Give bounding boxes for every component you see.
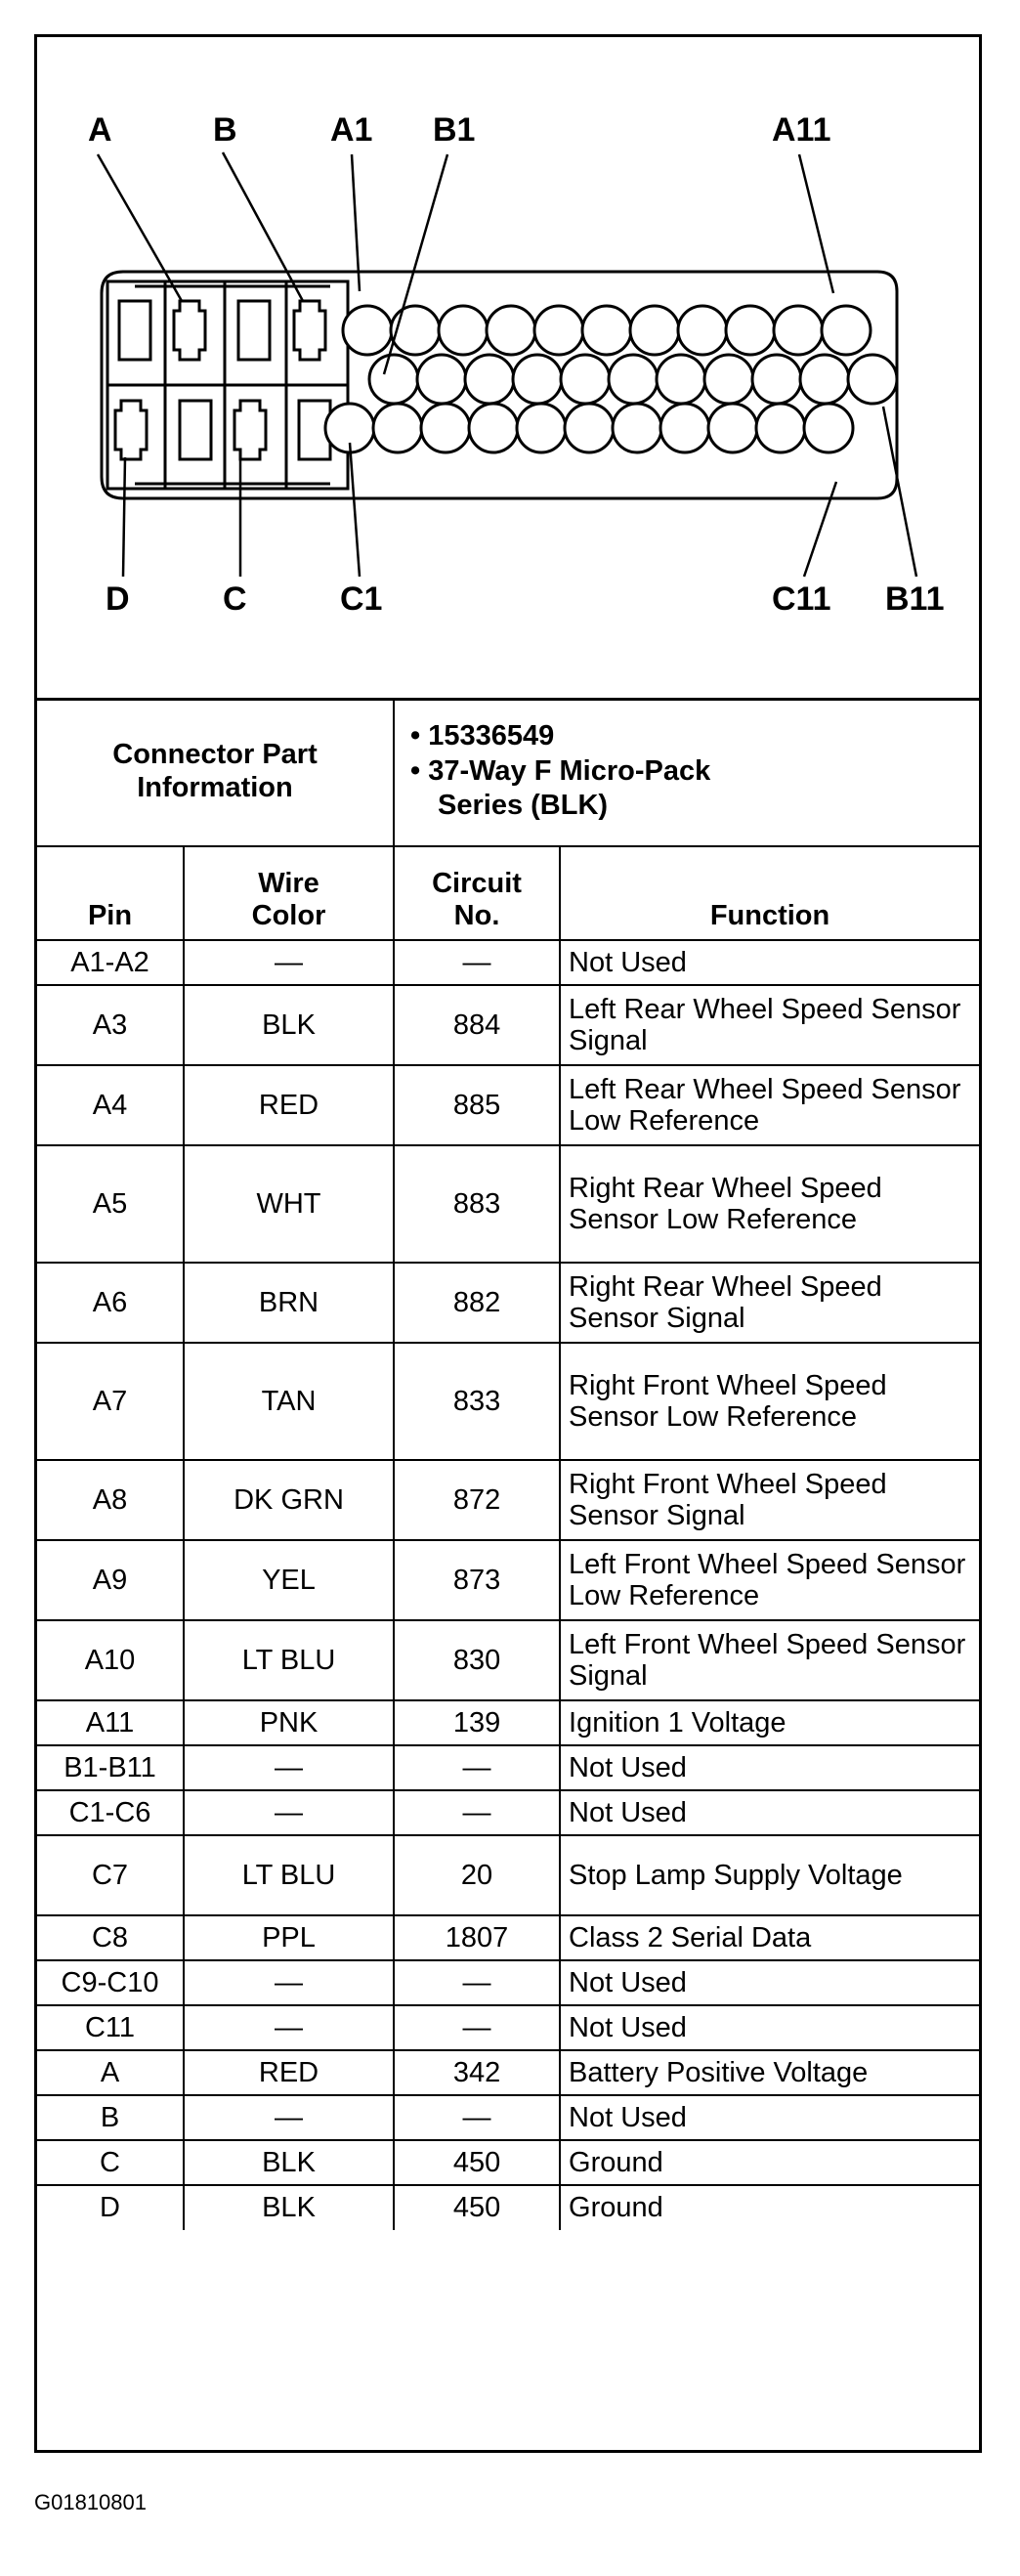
wire-color-cell: BRN: [184, 1263, 394, 1343]
pin-cell: A4: [37, 1065, 184, 1145]
header-circuit-line1: Circuit: [432, 868, 522, 900]
pin-cavity-b4: [513, 355, 562, 404]
connector-description-1: • 37-Way F Micro-Pack: [410, 754, 711, 787]
part-number: • 15336549: [410, 720, 555, 752]
function-cell: Right Front Wheel Speed Sensor Low Reference: [560, 1343, 979, 1460]
header-wire-color: [184, 846, 394, 940]
pin-cavity-a3: [439, 306, 488, 355]
pinout-table: [37, 698, 979, 2230]
pin-cell: C8: [37, 1915, 184, 1960]
wire-color-cell: RED: [184, 1065, 394, 1145]
label-pin-c: C: [223, 580, 247, 618]
function-cell: Left Front Wheel Speed Sensor Low Reference: [560, 1540, 979, 1620]
function-cell: Not Used: [560, 1745, 979, 1790]
pin-cell: B1-B11: [37, 1745, 184, 1790]
wire-color-cell: BLK: [184, 2185, 394, 2230]
pin-cavity-b9: [752, 355, 801, 404]
pin-cavity-c8: [660, 404, 709, 452]
pin-cavity-a8: [678, 306, 727, 355]
pin-cavity-c3: [421, 404, 470, 452]
circuit-cell: —: [394, 1745, 560, 1790]
pin-cell: A7: [37, 1343, 184, 1460]
wire-color-cell: BLK: [184, 2140, 394, 2185]
circuit-cell: —: [394, 940, 560, 985]
table-row: [37, 2005, 979, 2050]
function-cell: Left Front Wheel Speed Sensor Signal: [560, 1620, 979, 1700]
label-pin-b11: B11: [885, 580, 945, 618]
wire-color-cell: LT BLU: [184, 1835, 394, 1915]
pin-cell: A6: [37, 1263, 184, 1343]
pin-cavity-b8: [704, 355, 753, 404]
circuit-cell: 1807: [394, 1915, 560, 1960]
table-row: [37, 985, 979, 1065]
column-header-row: [37, 846, 979, 940]
pin-cell: C9-C10: [37, 1960, 184, 2005]
pin-cavity-c6: [565, 404, 614, 452]
circuit-cell: 830: [394, 1620, 560, 1700]
pin-cell: A11: [37, 1700, 184, 1745]
pin-cavity-b6: [609, 355, 658, 404]
circuit-cell: —: [394, 2095, 560, 2140]
table-row: [37, 2185, 979, 2230]
label-pin-d: D: [106, 580, 130, 618]
table-row: [37, 1065, 979, 1145]
label-pin-b: B: [213, 111, 237, 149]
pin-cavities: [325, 306, 897, 452]
function-cell: Class 2 Serial Data: [560, 1915, 979, 1960]
circuit-cell: —: [394, 1960, 560, 2005]
function-cell: Right Rear Wheel Speed Sensor Low Reference: [560, 1145, 979, 1263]
pin-cavity-a10: [774, 306, 823, 355]
connector-sheet: [34, 34, 982, 2453]
header-wire-line2: Color: [251, 899, 326, 931]
wire-color-cell: RED: [184, 2050, 394, 2095]
wire-color-cell: —: [184, 1790, 394, 1835]
table-row: [37, 1540, 979, 1620]
table-row: [37, 2140, 979, 2185]
label-pin-c11: C11: [772, 580, 831, 618]
function-cell: Battery Positive Voltage: [560, 2050, 979, 2095]
pin-cell: D: [37, 2185, 184, 2230]
pin-cavity-b3: [465, 355, 514, 404]
info-label-line1: Connector Part: [112, 739, 318, 771]
pin-cell: C1-C6: [37, 1790, 184, 1835]
header-circuit-line2: No.: [453, 899, 500, 931]
table-row: [37, 1460, 979, 1540]
wire-color-cell: TAN: [184, 1343, 394, 1460]
pin-cavity-b7: [657, 355, 705, 404]
circuit-cell: 450: [394, 2185, 560, 2230]
pin-cavity-c5: [517, 404, 566, 452]
table-row: [37, 1700, 979, 1745]
circuit-cell: 884: [394, 985, 560, 1065]
pin-cavity-a5: [534, 306, 583, 355]
header-wire-line1: Wire: [258, 868, 319, 900]
wire-color-cell: YEL: [184, 1540, 394, 1620]
pin-cell: A: [37, 2050, 184, 2095]
pin-cavity-a1: [343, 306, 392, 355]
table-row: [37, 2050, 979, 2095]
pin-cell: A3: [37, 985, 184, 1065]
pin-cavity-c2: [373, 404, 422, 452]
connector-info-label: [37, 698, 394, 846]
pin-cell: C7: [37, 1835, 184, 1915]
circuit-cell: 873: [394, 1540, 560, 1620]
function-cell: Left Rear Wheel Speed Sensor Signal: [560, 985, 979, 1065]
wire-color-cell: —: [184, 1745, 394, 1790]
circuit-cell: 342: [394, 2050, 560, 2095]
wire-color-cell: —: [184, 940, 394, 985]
function-cell: Ground: [560, 2185, 979, 2230]
pin-cavity-b10: [800, 355, 849, 404]
function-cell: Not Used: [560, 940, 979, 985]
connector-description-2: Series (BLK): [438, 790, 609, 822]
circuit-cell: 139: [394, 1700, 560, 1745]
table-row: [37, 1790, 979, 1835]
wire-color-cell: PPL: [184, 1915, 394, 1960]
wire-color-cell: PNK: [184, 1700, 394, 1745]
pin-cavity-c11: [804, 404, 853, 452]
pin-cavity-c7: [613, 404, 661, 452]
function-cell: Not Used: [560, 1790, 979, 1835]
function-cell: Right Front Wheel Speed Sensor Signal: [560, 1460, 979, 1540]
circuit-cell: —: [394, 1790, 560, 1835]
wire-color-cell: DK GRN: [184, 1460, 394, 1540]
info-label-line2: Information: [137, 771, 293, 803]
function-cell: Left Rear Wheel Speed Sensor Low Reference: [560, 1065, 979, 1145]
function-cell: Right Rear Wheel Speed Sensor Signal: [560, 1263, 979, 1343]
wire-color-cell: —: [184, 2005, 394, 2050]
table-row: [37, 1835, 979, 1915]
pin-cavity-b2: [417, 355, 466, 404]
circuit-cell: 883: [394, 1145, 560, 1263]
pin-cell: C11: [37, 2005, 184, 2050]
pin-cell: B: [37, 2095, 184, 2140]
pin-cavity-c9: [708, 404, 757, 452]
table-row: [37, 1343, 979, 1460]
wire-color-cell: —: [184, 2095, 394, 2140]
header-circuit-no: [394, 846, 560, 940]
pin-cell: C: [37, 2140, 184, 2185]
pin-cavity-b5: [561, 355, 610, 404]
table-row: [37, 940, 979, 985]
pin-cavity-b1: [369, 355, 418, 404]
pin-cavity-a2: [391, 306, 440, 355]
table-row: [37, 1620, 979, 1700]
circuit-cell: 885: [394, 1065, 560, 1145]
function-cell: Stop Lamp Supply Voltage: [560, 1835, 979, 1915]
wire-color-cell: BLK: [184, 985, 394, 1065]
label-pin-b1: B1: [433, 111, 476, 149]
pin-cavity-a7: [630, 306, 679, 355]
wire-color-cell: LT BLU: [184, 1620, 394, 1700]
circuit-cell: 833: [394, 1343, 560, 1460]
pin-cell: A1-A2: [37, 940, 184, 985]
pin-cavity-a4: [487, 306, 535, 355]
connector-info-value: [394, 698, 979, 846]
function-cell: Not Used: [560, 2095, 979, 2140]
header-function: Function: [560, 846, 979, 940]
pin-cell: A9: [37, 1540, 184, 1620]
pin-cavity-c10: [756, 404, 805, 452]
pin-cavity-a9: [726, 306, 775, 355]
pin-cavity-a6: [582, 306, 631, 355]
circuit-cell: 882: [394, 1263, 560, 1343]
pin-cavity-b11: [848, 355, 897, 404]
pin-cell: A10: [37, 1620, 184, 1700]
function-cell: Ignition 1 Voltage: [560, 1700, 979, 1745]
pin-cavity-c4: [469, 404, 518, 452]
table-row: [37, 1263, 979, 1343]
connector-face-drawing: [37, 37, 979, 698]
function-cell: Not Used: [560, 1960, 979, 2005]
table-row: [37, 1960, 979, 2005]
pin-cell: A5: [37, 1145, 184, 1263]
figure-id: G01810801: [34, 2490, 147, 2514]
wire-color-cell: —: [184, 1960, 394, 2005]
table-row: [37, 1745, 979, 1790]
wire-color-cell: WHT: [184, 1145, 394, 1263]
label-pin-c1: C1: [340, 580, 383, 618]
function-cell: Ground: [560, 2140, 979, 2185]
table-row: [37, 1915, 979, 1960]
pin-cavity-a11: [822, 306, 871, 355]
label-pin-a: A: [88, 111, 112, 149]
connector-info-row: [37, 698, 979, 846]
table-row: [37, 2095, 979, 2140]
circuit-cell: 20: [394, 1835, 560, 1915]
label-pin-a11: A11: [772, 111, 831, 149]
function-cell: Not Used: [560, 2005, 979, 2050]
header-pin: Pin: [37, 846, 184, 940]
circuit-cell: —: [394, 2005, 560, 2050]
pin-cell: A8: [37, 1460, 184, 1540]
label-pin-a1: A1: [330, 111, 373, 149]
table-row: [37, 1145, 979, 1263]
connector-diagram: [37, 37, 979, 701]
circuit-cell: 872: [394, 1460, 560, 1540]
circuit-cell: 450: [394, 2140, 560, 2185]
